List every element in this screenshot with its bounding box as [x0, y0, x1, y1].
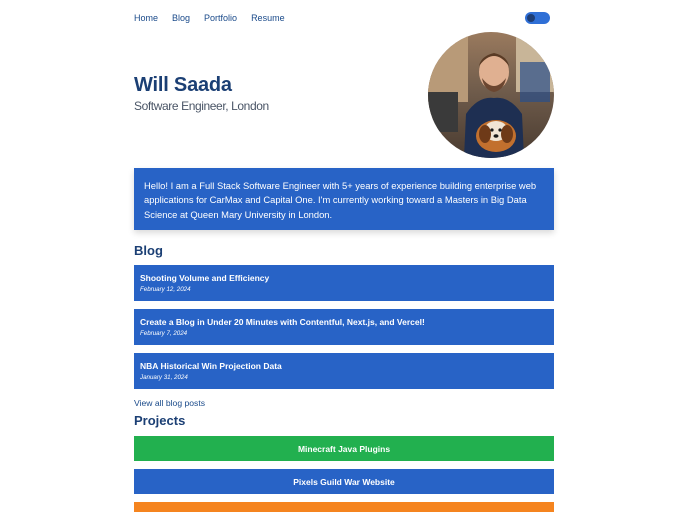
- projects-heading: Projects: [134, 413, 186, 428]
- nav-resume-link[interactable]: Resume: [251, 13, 285, 23]
- blog-heading: Blog: [134, 243, 163, 258]
- blog-post-title: Create a Blog in Under 20 Minutes with Contentful, Next.js, and Vercel!: [140, 317, 425, 327]
- nav-portfolio-link[interactable]: Portfolio: [204, 13, 238, 23]
- toggle-knob: [527, 14, 535, 22]
- page-title: Will Saada: [134, 74, 232, 96]
- nav-home-link[interactable]: Home: [134, 13, 159, 23]
- blog-post-card[interactable]: [134, 265, 554, 301]
- view-all-posts-link[interactable]: View all blog posts: [134, 398, 206, 408]
- profile-photo: [428, 32, 554, 158]
- project-button-minecraft[interactable]: Minecraft Java Plugins: [134, 436, 554, 461]
- blog-post-card[interactable]: [134, 309, 554, 345]
- nav-blog-link[interactable]: Blog: [172, 13, 191, 23]
- blog-post-date: February 12, 2024: [140, 286, 191, 293]
- blog-post-card[interactable]: [134, 353, 554, 389]
- intro-card: Hello! I am a Full Stack Software Engineer with 5+ years of experience building enterprise web applications for CarMax and Capital One. I'm currently working toward a Masters in Big Data Science at Queen Mary University in London.: [134, 168, 554, 230]
- main-nav: [134, 13, 299, 23]
- theme-toggle[interactable]: [525, 12, 550, 24]
- project-button-pixels[interactable]: Pixels Guild War Website: [134, 469, 554, 494]
- blog-post-title: NBA Historical Win Projection Data: [140, 361, 282, 371]
- page-subtitle: Software Engineer, London: [134, 99, 269, 113]
- blog-post-title: Shooting Volume and Efficiency: [140, 273, 270, 283]
- blog-post-date: January 31, 2024: [140, 374, 188, 381]
- blog-post-date: February 7, 2024: [140, 330, 188, 337]
- avatar: [428, 32, 554, 158]
- project-button[interactable]: [134, 502, 554, 512]
